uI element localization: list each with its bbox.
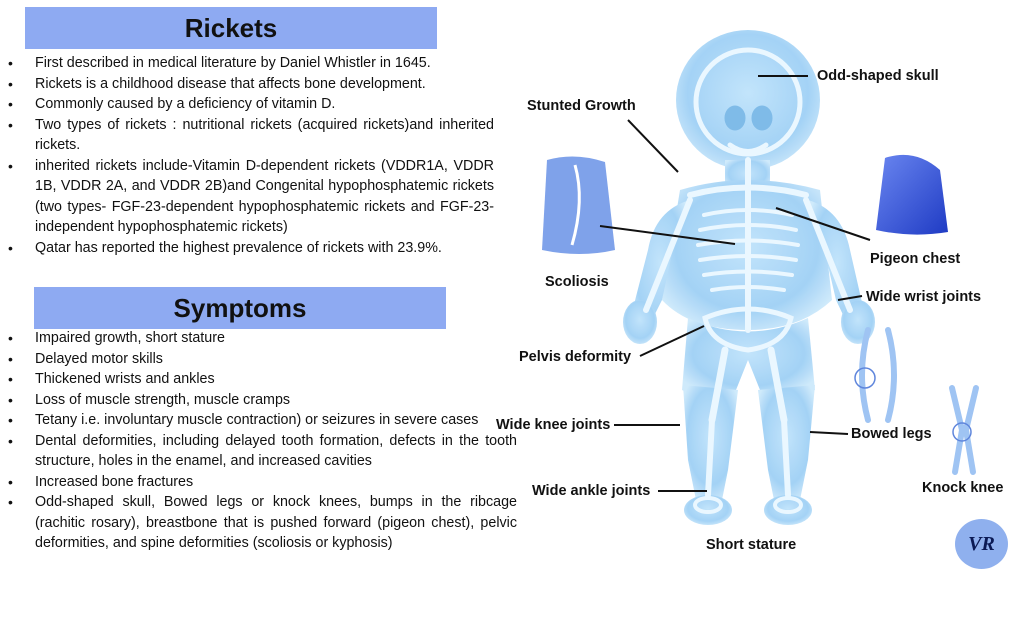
list-item: • Impaired growth, short stature <box>2 328 517 349</box>
label-wide-knee-joints: Wide knee joints <box>496 417 611 433</box>
symptoms-heading: Symptoms <box>34 287 446 329</box>
list-item: • Dental deformities, including delayed tooth formation, defects in the tooth structure, holes in the enamel, and increased cavities <box>2 431 517 472</box>
label-short-stature: Short stature <box>706 537 797 553</box>
list-item: • inherited rickets include-Vitamin D-dependent rickets (VDDR1A, VDDR 1B, VDDR 2A, and VDDR 2B)and Congenital hypophosphatemic rickets (two types- FGF-23-dependent hypophosphatemic rickets and FGF-23-independent hypophosphatemic rickets) <box>2 156 494 238</box>
list-item: • Rickets is a childhood disease that affects bone development. <box>2 74 494 95</box>
list-item: • Increased bone fractures <box>2 472 517 493</box>
vr-logo-badge: VR <box>955 519 1008 569</box>
label-stunted-growth: Stunted Growth <box>527 98 636 114</box>
label-scoliosis: Scoliosis <box>545 274 609 290</box>
label-pigeon-chest: Pigeon chest <box>870 251 961 267</box>
label-odd-shaped-skull: Odd-shaped skull <box>817 68 939 84</box>
list-item: • First described in medical literature by Daniel Whistler in 1645. <box>2 53 494 74</box>
pigeon-chest-inset-image <box>876 155 948 235</box>
label-knock-knee: Knock knee <box>922 480 1004 496</box>
scoliosis-inset-image <box>542 156 615 254</box>
list-item: • Two types of rickets : nutritional rickets (acquired rickets)and inherited rickets. <box>2 115 494 156</box>
rickets-heading: Rickets <box>25 7 437 49</box>
list-item: • Loss of muscle strength, muscle cramps <box>2 390 517 411</box>
label-wide-wrist-joints: Wide wrist joints <box>866 289 982 305</box>
label-bowed-legs: Bowed legs <box>851 426 932 442</box>
list-item: • Odd-shaped skull, Bowed legs or knock knees, bumps in the ribcage (rachitic rosary), breastbone that is pushed forward (pigeon chest), pelvic deformities, and spine deformities (scoliosis or kyphosis) <box>2 492 517 554</box>
knock-knee-inset-image <box>952 388 976 472</box>
label-wide-ankle-joints: Wide ankle joints <box>532 483 651 499</box>
list-item: • Tetany i.e. involuntary muscle contraction) or seizures in severe cases <box>2 410 517 431</box>
list-item: • Qatar has reported the highest prevalence of rickets with 23.9%. <box>2 238 494 259</box>
list-item: • Commonly caused by a deficiency of vitamin D. <box>2 94 494 115</box>
list-item: • Delayed motor skills <box>2 349 517 370</box>
label-pelvis-deformity: Pelvis deformity <box>519 349 632 365</box>
list-item: • Thickened wrists and ankles <box>2 369 517 390</box>
